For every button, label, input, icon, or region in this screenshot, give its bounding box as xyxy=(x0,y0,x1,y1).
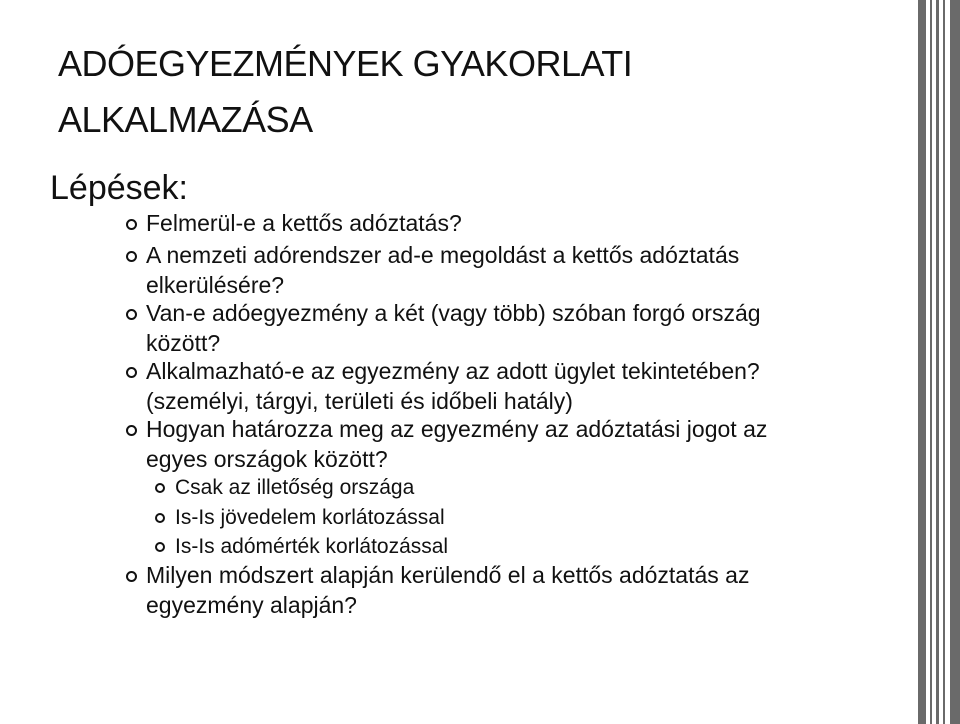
list-item: Felmerül-e a kettős adóztatás? xyxy=(146,208,462,238)
bullet-icon xyxy=(126,251,137,262)
title-line-1: ADÓEGYEZMÉNYEK GYAKORLATI xyxy=(58,43,633,84)
slide-title xyxy=(58,36,878,148)
bullet-icon xyxy=(155,483,165,493)
list-item: Hogyan határozza meg az egyezmény az adóztatási jogot az egyes országok között? xyxy=(146,414,767,474)
bullet-icon xyxy=(126,309,137,320)
bullet-icon xyxy=(126,367,137,378)
decorative-side-bars xyxy=(914,0,960,724)
bullet-icon xyxy=(155,513,165,523)
bullet-icon xyxy=(126,571,137,582)
sub-list-item: Csak az illetőség országa xyxy=(175,473,414,503)
section-label: Lépések: xyxy=(50,169,188,207)
list-item: Alkalmazható-e az egyezmény az adott ügylet tekintetében? (személyi, tárgyi, területi és időbeli hatály) xyxy=(146,356,760,416)
list-item: A nemzeti adórendszer ad-e megoldást a kettős adóztatás elkerülésére? xyxy=(146,240,739,300)
bullet-icon xyxy=(155,542,165,552)
list-item: Van-e adóegyezmény a két (vagy több) szóban forgó ország között? xyxy=(146,298,761,358)
sub-list-item: Is-Is adómérték korlátozással xyxy=(175,532,448,562)
bullet-icon xyxy=(126,425,137,436)
sub-list-item: Is-Is jövedelem korlátozással xyxy=(175,503,445,533)
title-line-2: ALKALMAZÁSA xyxy=(58,99,313,140)
bullet-icon xyxy=(126,219,137,230)
list-item: Milyen módszert alapján kerülendő el a kettős adóztatás az egyezmény alapján? xyxy=(146,560,749,620)
